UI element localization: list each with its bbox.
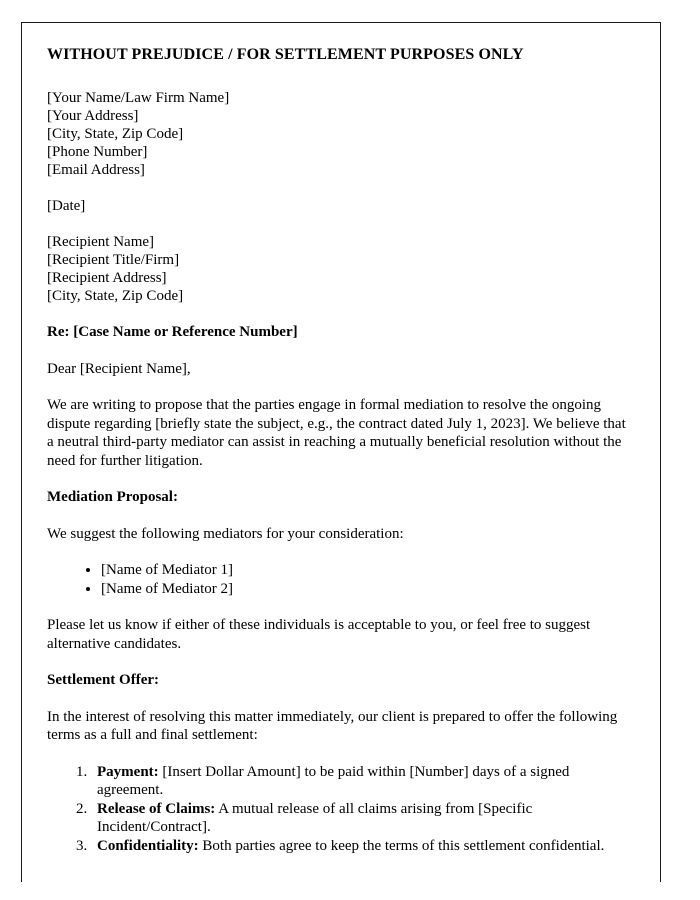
sender-city-state-zip: [City, State, Zip Code] [47,126,184,142]
recipient-address: [Recipient Address] [47,270,167,286]
list-item: • [Name of Mediator 1] [101,561,630,580]
term-text: Both parties agree to keep the terms of this settlement confidential. [198,837,605,854]
list-item: • [Name of Mediator 2] [101,580,630,599]
sender-name: [Your Name/Law Firm Name] [47,90,230,106]
mediation-lead-in: We suggest the following mediators for your consideration: [47,525,404,542]
settlement-offer-heading: Settlement Offer: [47,672,160,688]
sender-email: [Email Address] [47,162,145,178]
subject-reference-line: Re: [Case Name or Reference Number] [47,324,298,340]
salutation: Dear [Recipient Name], [47,360,191,377]
recipient-name: [Recipient Name] [47,234,155,250]
mediator-list [47,561,630,598]
term-text: A mutual release of all claims arising from [Specific Incident/Contract]. [97,800,533,835]
intro-paragraph: We are writing to propose that the parties engage in formal mediation to resolve the ongoing dispute regarding [briefly state the subject, e.g., the contract dated July 1, 2023]. We believe that a neutral third-party mediator can assist in reaching a mutually beneficial resolution without the need for further litigation. [47,397,626,469]
list-item [91,800,630,837]
sender-phone: [Phone Number] [47,144,148,160]
date-block [47,197,630,215]
letter-body [22,23,660,855]
letter-date: [Date] [47,198,86,214]
mediation-follow-up-paragraph: Please let us know if either of these individuals is acceptable to you, or feel free to suggest alternative candidates. [47,617,591,652]
sender-address: [Your Address] [47,108,139,124]
list-item [91,763,630,800]
letter-page [21,22,661,882]
list-item [91,837,630,856]
recipient-title-firm: [Recipient Title/Firm] [47,252,180,268]
page-title: WITHOUT PREJUDICE / FOR SETTLEMENT PURPOSES ONLY [47,46,524,63]
term-label: Payment: [97,763,159,780]
settlement-lead-in: In the interest of resolving this matter immediately, our client is prepared to offer the following terms as a full and final settlement: [47,708,618,743]
term-label: Confidentiality: [97,837,199,854]
mediation-proposal-heading: Mediation Proposal: [47,489,178,505]
recipient-city-state-zip: [City, State, Zip Code] [47,288,184,304]
sender-address-block [47,89,630,179]
term-text: [Insert Dollar Amount] to be paid within [Number] days of a signed agreement. [97,763,570,798]
term-label: Release of Claims: [97,800,216,817]
recipient-address-block [47,233,630,305]
settlement-terms-list [47,763,630,856]
